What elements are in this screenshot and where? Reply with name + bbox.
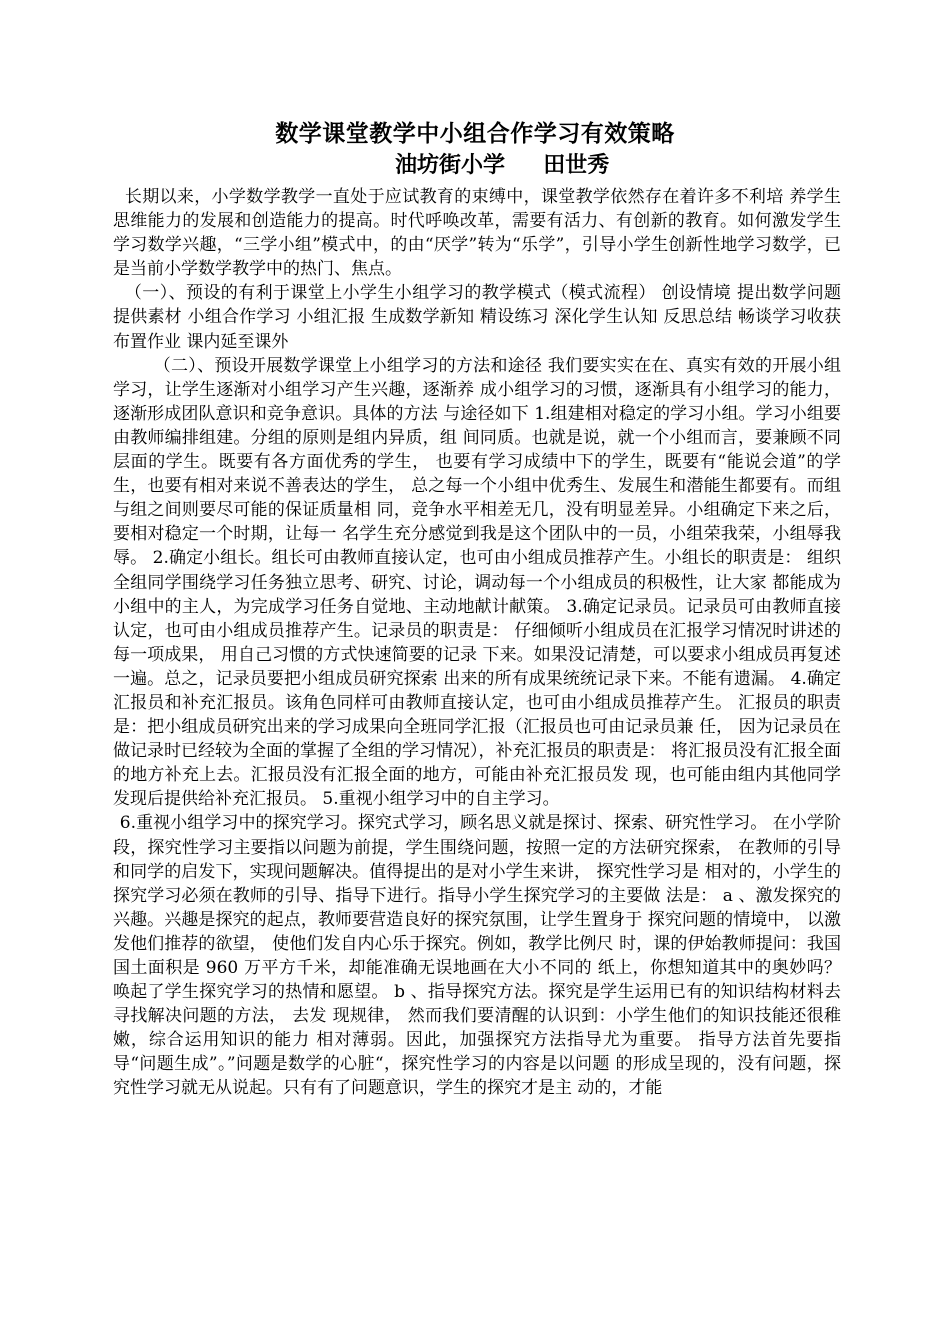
paragraph-inquiry: 6.重视小组学习中的探究学习。探究式学习，顾名思义就是探讨、探索、研究性学习。 在小学阶段，探究性学习主要指以问题为前提，学生围绕问题，按照一定的方法研究探索， 在教师的引导和同学的启发下，实现问题解决。值得提出的是对小学生来讲， 探究性学习是 相对的，小学生的探究学习必须在教师的引导、指导下进行。指导小学生探究学习的主要做 法是： a 、激发探究的兴趣。兴趣是探究的起点，教师要营造良好的探究氛围，让学生置身于 探究问题的情境中， 以激发他们推荐的欲望， 使他们发自内心乐于探究。例如，教学比例尺 时，课的伊始教师提问：我国国土面积是 960 万平方千米，却能准确无误地画在大小不同的 纸上，你想知道其中的奥妙吗？唤起了学生探究学习的热情和愿望。 b 、指导探究方法。探究是学生运用已有的知识结构材料去寻找解决问题的方法， 去发 现规律， 然而我们要清醒的认识到：小学生他们的知识技能还很稚嫩，综合运用知识的能力 相对薄弱。因此，加强探究方法指导尤为重要。 指导方法首先要指导“问题生成”。”问题是数学的心脏“，探究性学习的内容是以问题 的形成呈现的，没有问题，探究性学习就无从说起。只有有了问题意识，学生的探究才是主 动的，才能 xyxy=(113,813,841,1099)
paragraph-section-2: （二）、预设开展数学课堂上小组学习的方法和途径 我们要实实在在、真实有效的开展小组学习，让学生逐渐对小组学习产生兴趣，逐渐养 成小组学习的习惯，逐渐具有小组学习的能力，逐渐形成团队意识和竞争意识。具体的方法 与途径如下 1.组建相对稳定的学习小组。学习小组要由教师编排组建。分组的原则是组内异质，组 间同质。也就是说，就一个小组而言，要兼顾不同层面的学生。既要有各方面优秀的学生， 也要有学习成绩中下的学生，既要有“能说会道”的学生，也要有相对来说不善表达的学生， 总之每一个小组中优秀生、发展生和潜能生都要有。而组与组之间则要尽可能的保证质量相 同，竞争水平相差无几，没有明显差异。小组确定下来之后，要相对稳定一个时期，让每一 名学生充分感觉到我是这个团队中的一员，小组荣我荣，小组辱我辱。 2.确定小组长。组长可由教师直接认定，也可由小组成员推荐产生。小组长的职责是： 组织全组同学围绕学习任务独立思考、研究、讨论，调动每一个小组成员的积极性，让大家 都能成为小组中的主人，为完成学习任务自觉地、主动地献计献策。 3.确定记录员。记录员可由教师直接认定，也可由小组成员推荐产生。记录员的职责是： 仔细倾听小组成员在汇报学习情况时讲述的每一项成果， 用自己习惯的方式快速简要的记录 下来。如果没记清楚，可以要求小组成员再复述一遍。总之，记录员要把小组成员研究探索 出来的所有成果统统记录下来。不能有遗漏。 4.确定汇报员和补充汇报员。该角色同样可由教师直接认定，也可由小组成员推荐产生。 汇报员的职责是：把小组成员研究出来的学习成果向全班同学汇报（汇报员也可由记录员兼 任， 因为记录员在做记录时已经较为全面的掌握了全组的学习情况），补充汇报员的职责是： 将汇报员没有汇报全面的地方补充上去。汇报员没有汇报全面的地方，可能由补充汇报员发 现，也可能由组内其他同学发现后提供给补充汇报员。 5.重视小组学习中的自主学习。 xyxy=(113,355,841,810)
paragraph-intro: 长期以来，小学数学教学一直处于应试教育的束缚中，课堂教学依然存在着许多不利培 养学生思维能力的发展和创造能力的提高。时代呼唤改革，需要有活力、有创新的教育。如何激发学生学习数学兴趣，“三学小组”模式中，的由“厌学”转为“乐学”，引导小学生创新性地学习数学，已是当前小学数学教学中的热门、焦点。 xyxy=(113,187,841,280)
author-byline: 油坊街小学 田世秀 xyxy=(395,153,610,178)
document-body xyxy=(113,185,841,1101)
document-title: 数学课堂教学中小组合作学习有效策略 xyxy=(275,121,675,147)
paragraph-section-1: （一）、预设的有利于课堂上小学生小组学习的教学模式（模式流程） 创设情境 提出数学问题 提供素材 小组合作学习 小组汇报 生成数学新知 精设练习 深化学生认知 反思总结 畅谈学习收获 布置作业 课内延至课外 xyxy=(113,283,841,352)
